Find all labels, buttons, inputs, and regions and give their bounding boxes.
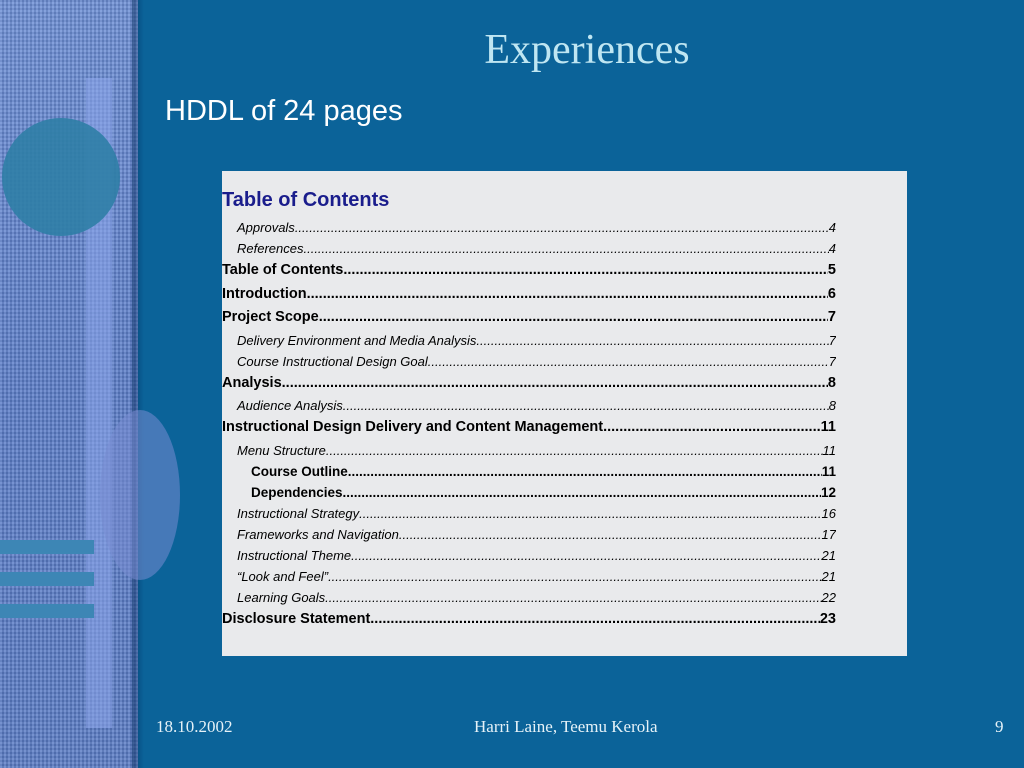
toc-dot-leader — [343, 395, 829, 416]
toc-dot-leader — [328, 566, 821, 587]
toc-entry — [222, 482, 836, 503]
toc-entry-page: 21 — [821, 568, 836, 584]
toc-entry-page: 6 — [827, 285, 836, 302]
toc-dot-leader — [370, 608, 820, 632]
toc-entry — [222, 372, 836, 396]
toc-entry-label: Instructional Design Delivery and Content Management — [222, 419, 604, 435]
toc-entry-label: Introduction — [222, 285, 307, 302]
toc-entry-label: Instructional Theme — [237, 547, 352, 563]
toc-dot-leader — [325, 587, 821, 608]
toc-entry-page: 4 — [828, 220, 836, 235]
toc-entry — [222, 608, 836, 632]
toc-entry — [222, 306, 836, 330]
toc-entry-page: 21 — [821, 547, 836, 563]
toc-entry-page: 5 — [827, 262, 836, 278]
toc-dot-leader — [343, 482, 821, 503]
toc-entry-label: “Look and Feel” — [237, 568, 329, 584]
toc-entry-page: 8 — [827, 374, 836, 391]
toc-entry — [222, 545, 836, 566]
toc-entry-label: Frameworks and Navigation — [237, 526, 399, 542]
toc-entry-label: References — [237, 241, 304, 256]
toc-dot-leader — [295, 217, 829, 238]
toc-entry — [222, 461, 836, 482]
toc-entry-label: Menu Structure — [237, 442, 326, 458]
toc-entry-label: Disclosure Statement — [222, 610, 371, 627]
toc-entry-label: Project Scope — [222, 309, 319, 325]
toc-entry-page: 12 — [820, 484, 836, 500]
footer-page-number: 9 — [995, 717, 1004, 736]
toc-dot-leader — [326, 440, 823, 461]
toc-entry-page: 8 — [828, 398, 836, 413]
toc-entry-label: Course Instructional Design Goal — [237, 353, 428, 369]
toc-entry-label: Table of Contents — [222, 262, 344, 278]
toc-entry-page: 11 — [820, 419, 836, 435]
toc-entry-page: 23 — [819, 610, 836, 627]
toc-entry — [222, 351, 836, 372]
toc-entry-page: 4 — [828, 241, 836, 256]
toc-dot-leader — [319, 306, 828, 330]
toc-dot-leader — [351, 545, 821, 566]
decorative-horizontal-bar — [0, 604, 94, 618]
decorative-circle — [2, 118, 120, 236]
slide-subtitle: HDDL of 24 pages — [165, 95, 403, 127]
footer-date: 18.10.2002 — [156, 717, 233, 736]
toc-entry — [222, 330, 836, 351]
toc-dot-leader — [603, 416, 821, 440]
decorative-panel-edge — [132, 0, 144, 768]
decorative-horizontal-bar — [0, 540, 94, 554]
toc-entry — [222, 217, 836, 238]
decorative-side-panel — [0, 0, 138, 768]
toc-entry — [222, 587, 836, 608]
toc-entry-label: Audience Analysis — [237, 398, 343, 413]
toc-heading: Table of Contents — [222, 189, 390, 211]
toc-entry — [222, 283, 836, 307]
toc-dot-leader — [359, 503, 821, 524]
toc-entry-page: 17 — [821, 526, 836, 542]
toc-entry-label: Learning Goals — [237, 589, 326, 605]
toc-entry-page: 11 — [822, 442, 836, 458]
toc-entry-label: Dependencies — [251, 484, 343, 500]
toc-dot-leader — [343, 259, 828, 283]
decorative-horizontal-bar — [0, 572, 94, 586]
toc-dot-leader — [282, 372, 828, 396]
toc-dot-leader — [399, 524, 822, 545]
toc-entry — [222, 503, 836, 524]
toc-entry — [222, 259, 836, 283]
toc-entry — [222, 416, 836, 440]
toc-entry-page: 22 — [821, 589, 836, 605]
toc-entry — [222, 238, 836, 259]
toc-entry-page: 7 — [828, 332, 836, 348]
toc-entry — [222, 524, 836, 545]
toc-entry-label: Approvals — [237, 220, 295, 235]
toc-dot-leader — [303, 238, 828, 259]
toc-entry-label: Delivery Environment and Media Analysis — [237, 332, 477, 348]
footer-authors: Harri Laine, Teemu Kerola — [474, 717, 658, 736]
table-of-contents-panel — [222, 171, 907, 656]
toc-entry-label: Course Outline — [251, 463, 348, 479]
toc-entry-page: 11 — [821, 463, 836, 479]
toc-list — [222, 217, 836, 631]
toc-entry-label: Analysis — [222, 374, 282, 391]
toc-entry-page: 7 — [827, 309, 836, 325]
decorative-ellipse — [100, 410, 180, 580]
toc-entry — [222, 440, 836, 461]
toc-entry — [222, 566, 836, 587]
toc-entry-page: 7 — [828, 353, 836, 369]
slide-title: Experiences — [484, 27, 690, 73]
toc-entry-label: Instructional Strategy — [237, 505, 360, 521]
toc-entry — [222, 395, 836, 416]
toc-dot-leader — [428, 351, 829, 372]
toc-dot-leader — [348, 461, 822, 482]
toc-dot-leader — [307, 283, 828, 307]
toc-entry-page: 16 — [821, 505, 836, 521]
toc-dot-leader — [476, 330, 828, 351]
